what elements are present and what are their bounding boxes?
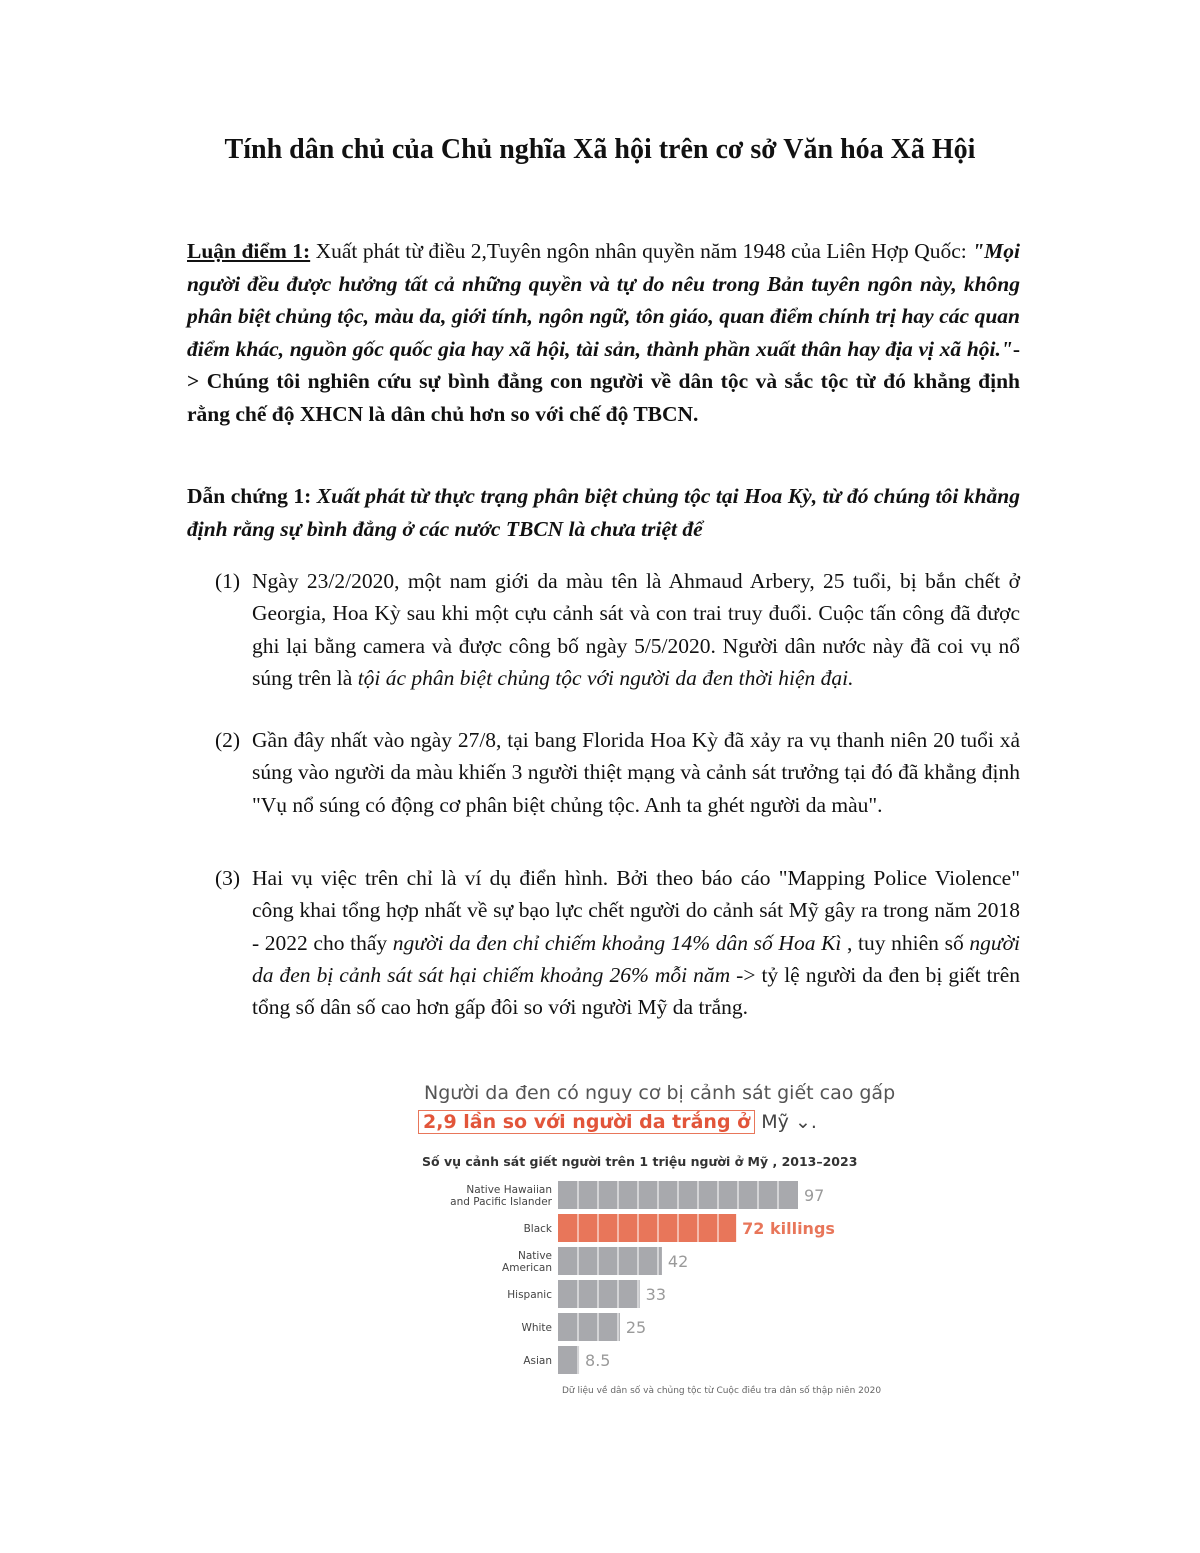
list-item-text: , tuy nhiên số: [841, 930, 970, 955]
evidence-label: Dẫn chứng 1:: [187, 484, 317, 508]
category-label: White: [521, 1322, 552, 1334]
category-label: Hispanic: [507, 1289, 552, 1301]
chart-headline-tail: Mỹ: [761, 1111, 789, 1133]
list-item-number: (1): [215, 569, 241, 593]
chart-headline: Người da đen có nguy cơ bị cảnh sát giết cao gấp: [424, 1082, 896, 1104]
bar: [558, 1313, 620, 1341]
category-label: Asian: [523, 1355, 552, 1367]
argument-conclusion: -> Chúng tôi nghiên cứu sự bình đẳng con người về dân tộc và sắc tộc từ đó khẳng định rằng chế độ XHCN là dân chủ hơn so với chế độ TBCN.: [187, 336, 1020, 426]
argument-intro: Xuất phát từ điều 2,Tuyên ngôn nhân quyền năm 1948 của Liên Hợp Quốc:: [310, 239, 973, 263]
list-item-text: Ngày 23/2/2020, một nam giới da màu tên là Ahmaud Arbery, 25 tuổi, bị bắn chết ở Georgia, Hoa Kỳ sau khi một cựu cảnh sát và con trai truy đuổi. Cuộc tấn công đã được ghi lại bằng camera và được công bố ngày 5/5/2020. Người dân nước này đã coi vụ nổ súng trên là: [252, 569, 1020, 690]
list-item-text: -> tỷ lệ người da đen bị giết trên tổng số dân số cao hơn gấp đôi so với người Mỹ da trắng.: [252, 962, 1020, 1020]
argument-quote: "Mọi người đều được hưởng tất cả những quyền và tự do nêu trong Bản tuyên ngôn này, không phân biệt chủng tộc, màu da, giới tính, ngôn ngữ, tôn giáo, quan điểm chính trị hay các quan điểm khác, nguồn gốc quốc gia hay xã hội, tài sản, thành phần xuất thân hay địa vị xã hội.": [187, 239, 1020, 361]
bar: [558, 1280, 640, 1308]
evidence-heading: [187, 480, 1020, 545]
argument-label: Luận điểm 1:: [187, 239, 311, 263]
argument-paragraph: [187, 235, 1020, 430]
list-item-italic: người da đen bị cảnh sát sát hại chiếm khoảng 26% mỗi năm: [252, 930, 1021, 987]
value-label: 33: [645, 1285, 667, 1304]
list-item: [215, 724, 1020, 821]
chart-subtitle: Số vụ cảnh sát giết người trên 1 triệu người ở Mỹ , 2013–2023: [422, 1154, 858, 1169]
list-item: [215, 862, 1020, 1023]
list-item-italic: người da đen chỉ chiếm khoảng 14% dân số Hoa Kì: [392, 930, 842, 955]
list-item-number: (3): [215, 866, 241, 890]
category-label: Native American: [502, 1250, 552, 1274]
list-item-italic: tội ác phân biệt chủng tộc với người da đen thời hiện đại.: [357, 665, 854, 690]
chart-source-note: Dữ liệu về dân số và chủng tộc từ Cuộc điều tra dân số thập niên 2020: [562, 1386, 882, 1396]
value-label: 25: [625, 1318, 647, 1337]
list-item-number: (2): [215, 728, 241, 752]
bar: [558, 1346, 579, 1374]
bar: [558, 1214, 736, 1242]
document-title: Tính dân chủ của Chủ nghĩa Xã hội trên cơ sở Văn hóa Xã Hội: [224, 134, 976, 165]
bar-chart-plot: [410, 1176, 930, 1381]
category-label: Black: [523, 1223, 552, 1235]
chart-headline-highlight-row: [418, 1110, 817, 1134]
police-killings-chart: [410, 1076, 930, 1406]
list-item-text: Gần đây nhất vào ngày 27/8, tại bang Florida Hoa Kỳ đã xảy ra vụ thanh niên 20 tuổi xả súng vào người da màu khiến 3 người thiệt mạng và cảnh sát trưởng tại đó đã khẳng định "Vụ nổ súng có động cơ phân biệt chủng tộc. Anh ta ghét người da màu".: [252, 728, 1020, 817]
list-item: [215, 565, 1020, 694]
category-label: Native Hawaiian and Pacific Islander: [450, 1184, 552, 1208]
chevron-down-icon: ⌄.: [788, 1111, 817, 1133]
evidence-text: Xuất phát từ thực trạng phân biệt chủng tộc tại Hoa Kỳ, từ đó chúng tôi khẳng định rằng sự bình đẳng ở các nước TBCN là chưa triệt để: [187, 484, 1020, 541]
value-label: 42: [667, 1252, 689, 1271]
chart-headline-highlight: 2,9 lần so với người da trắng ở: [418, 1110, 755, 1134]
value-label: 8.5: [585, 1351, 611, 1370]
list-item-text: Hai vụ việc trên chỉ là ví dụ điển hình. Bởi theo báo cáo "Mapping Police Violence" công khai tổng hợp nhất về sự bạo lực chết người do cảnh sát Mỹ gây ra trong năm 2018 - 2022 cho thấy: [252, 866, 1020, 955]
value-label: 97: [804, 1186, 825, 1205]
bar: [558, 1247, 662, 1275]
value-label: 72 killings: [742, 1219, 835, 1238]
